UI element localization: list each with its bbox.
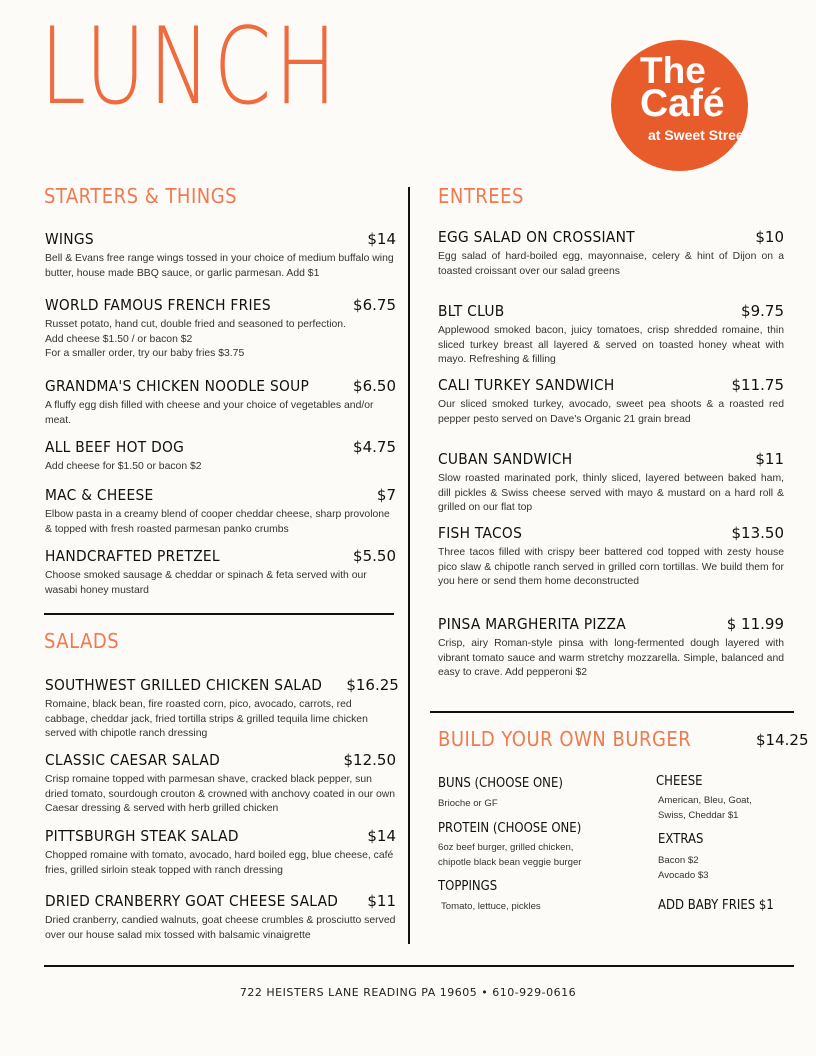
toppings-label: TOPPINGS bbox=[438, 879, 498, 894]
item-price: $ 11.99 bbox=[726, 615, 784, 633]
item-description: Chopped romaine with tomato, avocado, hard boiled egg, blue cheese, café fries, grilled sirloin steak topped with ranch dressing bbox=[45, 850, 394, 876]
item-name: PINSA MARGHERITA PIZZA bbox=[438, 615, 626, 633]
baby-fries-addon: ADD BABY FRIES $1 bbox=[658, 898, 774, 913]
extras-label: EXTRAS bbox=[658, 832, 704, 847]
item-description bbox=[45, 318, 396, 362]
footer-divider bbox=[44, 965, 794, 967]
buns-text: Brioche or GF bbox=[438, 798, 498, 809]
protein-text-line: chipotle black bean veggie burger bbox=[438, 857, 582, 868]
item-description-line: Russet potato, hand cut, double fried and seasoned to perfection. bbox=[45, 319, 346, 330]
item-description: Choose smoked sausage & cheddar or spinach & feta served with our wasabi honey mustard bbox=[45, 570, 367, 596]
item-name: MAC & CHEESE bbox=[45, 486, 154, 504]
extras-text-line: Bacon $2 bbox=[658, 855, 699, 866]
item-price: $13.50 bbox=[731, 524, 784, 542]
item-price: $14 bbox=[367, 827, 396, 845]
buns-label: BUNS (CHOOSE ONE) bbox=[438, 776, 563, 791]
item-name: WINGS bbox=[45, 230, 94, 248]
extras-text-line: Avocado $3 bbox=[658, 870, 709, 881]
menu-item bbox=[438, 302, 784, 368]
item-description: Three tacos filled with crispy beer battered cod topped with zesty house pico slaw & chipotle ranch served in grilled corn tortillas. We build them for you here or send them home deconstructed bbox=[438, 547, 784, 587]
item-price: $10 bbox=[755, 228, 784, 246]
entrees-heading: ENTREES bbox=[438, 184, 524, 208]
section-divider bbox=[44, 613, 394, 615]
item-price: $7 bbox=[376, 486, 396, 504]
menu-item bbox=[45, 547, 396, 598]
column-divider bbox=[408, 187, 410, 944]
item-description: Bell & Evans free range wings tossed in your choice of medium buffalo wing butter, house made BBQ sauce, or garlic parmesan. Add $1 bbox=[45, 253, 394, 279]
logo-line-3: at Sweet Street bbox=[648, 127, 749, 143]
logo-line-1: The bbox=[640, 50, 706, 91]
menu-item bbox=[438, 450, 784, 516]
protein-text bbox=[438, 840, 581, 870]
protein-label: PROTEIN (CHOOSE ONE) bbox=[438, 821, 582, 836]
menu-item bbox=[438, 615, 784, 681]
item-description: A fluffy egg dish filled with cheese and your choice of vegetables and/or meat. bbox=[45, 400, 374, 426]
item-description: Egg salad of hard-boiled egg, mayonnaise, celery & hint of Dijon on a toasted croissant over our salad greens bbox=[438, 251, 784, 277]
item-description-line: Add cheese $1.50 / or bacon $2 bbox=[45, 333, 193, 345]
menu-item bbox=[438, 228, 784, 279]
item-name: PITTSBURGH STEAK SALAD bbox=[45, 827, 239, 845]
menu-title: LUNCH bbox=[40, 5, 340, 128]
item-price: $9.75 bbox=[741, 302, 784, 320]
cheese-text bbox=[658, 793, 752, 823]
item-description: Crisp, airy Roman-style pinsa with long-fermented dough layered with vibrant tomato sauce and warm stretchy mozzarella. Simple, balanced and easy to crave. Add pepperoni $2 bbox=[438, 638, 784, 678]
item-price: $11 bbox=[755, 450, 784, 468]
item-description: Crisp romaine topped with parmesan shave, cracked black pepper, sun dried tomato, sourdough crouton & crowned with anchovy coated in our own Caesar dressing & served with herb grilled chicken bbox=[45, 774, 396, 814]
cheese-text-line: Swiss, Cheddar $1 bbox=[658, 810, 739, 821]
item-name: CLASSIC CAESAR SALAD bbox=[45, 751, 220, 769]
item-price: $12.50 bbox=[343, 751, 396, 769]
item-description: Our sliced smoked turkey, avocado, sweet pea shoots & a roasted red pepper pesto served on Dave's Organic 21 grain bread bbox=[438, 399, 784, 425]
menu-item bbox=[45, 751, 396, 817]
logo-line-2: Café bbox=[640, 82, 725, 125]
menu-item bbox=[438, 524, 784, 590]
menu-item bbox=[45, 296, 396, 362]
menu-item bbox=[45, 676, 399, 742]
menu-item bbox=[45, 230, 396, 281]
item-description: Applewood smoked bacon, juicy tomatoes, crisp shredded romaine, thin sliced turkey breast all layered & served on toasted honey wheat with mayo. Refreshing & filling bbox=[438, 325, 784, 365]
burger-price: $14.25 bbox=[756, 731, 809, 749]
item-price: $11.75 bbox=[731, 376, 784, 394]
item-description: Add cheese for $1.50 or bacon $2 bbox=[45, 461, 202, 472]
salads-heading: SALADS bbox=[44, 629, 120, 653]
item-name: HANDCRAFTED PRETZEL bbox=[45, 547, 220, 565]
item-description: Elbow pasta in a creamy blend of cooper cheddar cheese, sharp provolone & topped with fresh roasted parmesan panko crumbs bbox=[45, 509, 390, 535]
cheese-text-line: American, Bleu, Goat, bbox=[658, 795, 752, 806]
item-price: $5.50 bbox=[353, 547, 396, 565]
menu-item bbox=[45, 827, 396, 878]
item-price: $11 bbox=[367, 892, 396, 910]
menu-item bbox=[438, 376, 784, 427]
protein-text-line: 6oz beef burger, grilled chicken, bbox=[438, 842, 574, 853]
item-name: CUBAN SANDWICH bbox=[438, 450, 573, 468]
item-price: $14 bbox=[367, 230, 396, 248]
item-name: SOUTHWEST GRILLED CHICKEN SALAD bbox=[45, 676, 323, 694]
starters-heading: STARTERS & THINGS bbox=[44, 184, 238, 208]
item-name: DRIED CRANBERRY GOAT CHEESE SALAD bbox=[45, 892, 339, 910]
item-price: $4.75 bbox=[353, 438, 396, 456]
item-price: $6.50 bbox=[353, 377, 396, 395]
item-description: Slow roasted marinated pork, thinly sliced, layered between baked ham, dill pickles & Swiss cheese served with mayo & mustard on a hard roll & grilled on our flat top bbox=[438, 473, 784, 513]
footer-address: 722 HEISTERS LANE READING PA 19605 • 610-929-0616 bbox=[239, 986, 577, 999]
item-description: Romaine, black bean, fire roasted corn, pico, avocado, carrots, red cabbage, cheddar jack, fried tortilla strips & grilled tequila lime chicken served with chipotle ranch dressing bbox=[45, 699, 368, 739]
item-name: BLT CLUB bbox=[438, 302, 505, 320]
toppings-text: Tomato, lettuce, pickles bbox=[441, 901, 541, 912]
item-description-line: For a smaller order, try our baby fries $3.75 bbox=[45, 348, 245, 359]
burger-heading: BUILD YOUR OWN BURGER bbox=[438, 727, 692, 751]
extras-text bbox=[658, 853, 709, 883]
menu-item bbox=[45, 892, 396, 943]
item-description: Dried cranberry, candied walnuts, goat cheese crumbles & prosciutto served over our house salad mix tossed with balsamic vinaigrette bbox=[45, 915, 396, 941]
item-name: CALI TURKEY SANDWICH bbox=[438, 376, 615, 394]
cheese-label: CHEESE bbox=[656, 774, 703, 789]
item-name: FISH TACOS bbox=[438, 524, 523, 542]
item-name: WORLD FAMOUS FRENCH FRIES bbox=[45, 296, 271, 314]
menu-item bbox=[45, 486, 396, 537]
cafe-logo bbox=[611, 40, 748, 171]
item-name: GRANDMA'S CHICKEN NOODLE SOUP bbox=[45, 377, 310, 395]
item-price: $6.75 bbox=[353, 296, 396, 314]
item-name: EGG SALAD ON CROSSIANT bbox=[438, 228, 635, 246]
item-price: $16.25 bbox=[346, 676, 399, 694]
menu-item bbox=[45, 377, 396, 428]
menu-item bbox=[45, 438, 396, 475]
section-divider bbox=[430, 711, 794, 713]
item-name: ALL BEEF HOT DOG bbox=[45, 438, 185, 456]
